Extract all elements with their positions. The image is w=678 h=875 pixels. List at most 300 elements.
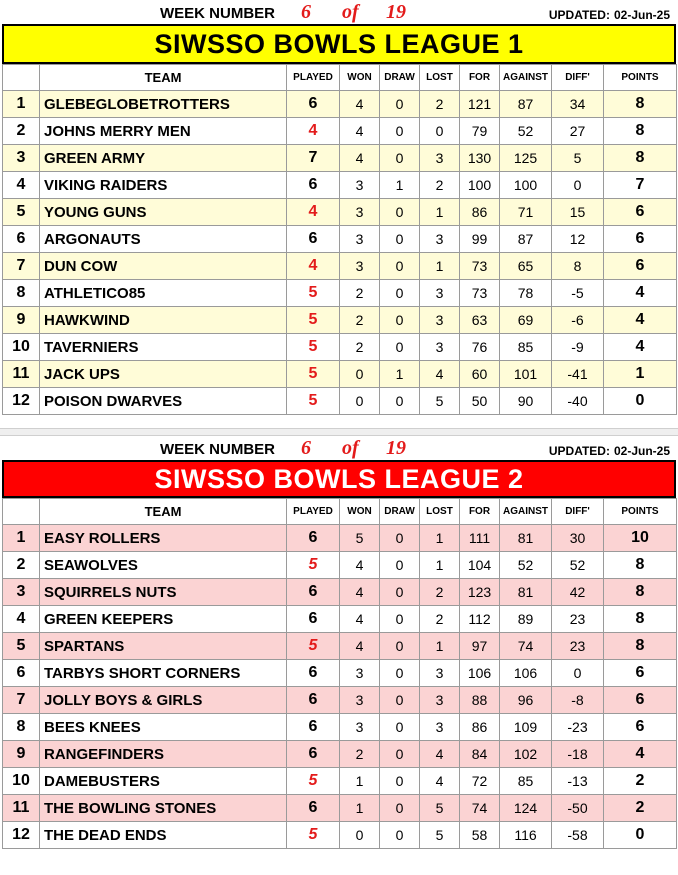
- draw-cell: 0: [380, 145, 420, 172]
- draw-cell: 0: [380, 606, 420, 633]
- team-name-cell: GREEN KEEPERS: [40, 606, 287, 633]
- lost-header: LOST: [420, 499, 460, 525]
- won-cell: 2: [340, 334, 380, 361]
- team-name-cell: JACK UPS: [40, 361, 287, 388]
- lost-cell: 3: [420, 687, 460, 714]
- points-cell: 4: [604, 307, 677, 334]
- table-row: [3, 307, 677, 334]
- diff-cell: 23: [552, 606, 604, 633]
- table-row: [3, 253, 677, 280]
- table-row: [3, 525, 677, 552]
- diff-cell: -41: [552, 361, 604, 388]
- week-number-label: WEEK NUMBER: [160, 5, 275, 22]
- played-cell: 6: [287, 687, 340, 714]
- won-header: WON: [340, 499, 380, 525]
- won-cell: 0: [340, 388, 380, 415]
- for-cell: 76: [460, 334, 500, 361]
- played-cell: 4: [287, 253, 340, 280]
- position-cell: 4: [3, 606, 40, 633]
- against-cell: 101: [500, 361, 552, 388]
- draw-cell: 0: [380, 660, 420, 687]
- week-bar: [0, 436, 678, 460]
- played-cell: 5: [287, 334, 340, 361]
- position-cell: 5: [3, 633, 40, 660]
- for-cell: 111: [460, 525, 500, 552]
- team-header: TEAM: [40, 499, 287, 525]
- won-cell: 0: [340, 361, 380, 388]
- team-name-cell: THE DEAD ENDS: [40, 822, 287, 849]
- position-cell: 7: [3, 253, 40, 280]
- won-cell: 2: [340, 280, 380, 307]
- position-cell: 6: [3, 226, 40, 253]
- lost-cell: 3: [420, 226, 460, 253]
- played-cell: 6: [287, 714, 340, 741]
- won-cell: 2: [340, 307, 380, 334]
- won-cell: 4: [340, 91, 380, 118]
- against-cell: 81: [500, 525, 552, 552]
- table-row: [3, 579, 677, 606]
- diff-cell: 27: [552, 118, 604, 145]
- points-cell: 6: [604, 226, 677, 253]
- for-header: FOR: [460, 65, 500, 91]
- points-cell: 8: [604, 579, 677, 606]
- played-header: PLAYED: [287, 65, 340, 91]
- points-cell: 10: [604, 525, 677, 552]
- position-cell: 9: [3, 741, 40, 768]
- team-name-cell: POISON DWARVES: [40, 388, 287, 415]
- won-cell: 4: [340, 552, 380, 579]
- team-name-cell: TARBYS SHORT CORNERS: [40, 660, 287, 687]
- for-cell: 86: [460, 714, 500, 741]
- table-row: [3, 660, 677, 687]
- draw-cell: 0: [380, 118, 420, 145]
- diff-cell: 12: [552, 226, 604, 253]
- diff-cell: 5: [552, 145, 604, 172]
- draw-cell: 0: [380, 253, 420, 280]
- league-rows: [3, 525, 677, 849]
- played-cell: 5: [287, 822, 340, 849]
- for-cell: 84: [460, 741, 500, 768]
- points-cell: 0: [604, 822, 677, 849]
- position-cell: 6: [3, 660, 40, 687]
- for-cell: 73: [460, 280, 500, 307]
- points-cell: 6: [604, 199, 677, 226]
- points-cell: 8: [604, 633, 677, 660]
- for-cell: 104: [460, 552, 500, 579]
- points-cell: 8: [604, 145, 677, 172]
- against-cell: 74: [500, 633, 552, 660]
- won-cell: 1: [340, 768, 380, 795]
- won-cell: 3: [340, 226, 380, 253]
- team-name-cell: DUN COW: [40, 253, 287, 280]
- diff-cell: -9: [552, 334, 604, 361]
- diff-cell: 15: [552, 199, 604, 226]
- won-cell: 3: [340, 714, 380, 741]
- diff-cell: -18: [552, 741, 604, 768]
- lost-header: LOST: [420, 65, 460, 91]
- diff-cell: 23: [552, 633, 604, 660]
- for-cell: 72: [460, 768, 500, 795]
- lost-cell: 3: [420, 280, 460, 307]
- points-cell: 2: [604, 768, 677, 795]
- lost-cell: 5: [420, 822, 460, 849]
- team-name-cell: BEES KNEES: [40, 714, 287, 741]
- week-current: 6: [301, 1, 311, 23]
- draw-cell: 0: [380, 579, 420, 606]
- diff-cell: -40: [552, 388, 604, 415]
- table-row: [3, 768, 677, 795]
- played-cell: 5: [287, 552, 340, 579]
- won-cell: 3: [340, 687, 380, 714]
- league-rows: [3, 91, 677, 415]
- draw-cell: 0: [380, 307, 420, 334]
- updated-text: [549, 444, 670, 458]
- for-cell: 50: [460, 388, 500, 415]
- position-cell: 4: [3, 172, 40, 199]
- draw-header: DRAW: [380, 65, 420, 91]
- won-cell: 4: [340, 118, 380, 145]
- won-cell: 1: [340, 795, 380, 822]
- lost-cell: 1: [420, 633, 460, 660]
- league-title: SIWSSO BOWLS LEAGUE 1: [2, 24, 676, 64]
- diff-cell: 0: [552, 172, 604, 199]
- team-name-cell: ARGONAUTS: [40, 226, 287, 253]
- team-name-cell: DAMEBUSTERS: [40, 768, 287, 795]
- table-row: [3, 280, 677, 307]
- draw-cell: 0: [380, 280, 420, 307]
- against-cell: 78: [500, 280, 552, 307]
- position-cell: 12: [3, 388, 40, 415]
- team-name-cell: GREEN ARMY: [40, 145, 287, 172]
- for-cell: 130: [460, 145, 500, 172]
- for-cell: 79: [460, 118, 500, 145]
- won-cell: 2: [340, 741, 380, 768]
- table-row: [3, 334, 677, 361]
- won-cell: 4: [340, 633, 380, 660]
- table-row: [3, 361, 677, 388]
- draw-cell: 0: [380, 687, 420, 714]
- table-row: [3, 91, 677, 118]
- diff-cell: -8: [552, 687, 604, 714]
- won-cell: 4: [340, 579, 380, 606]
- points-cell: 6: [604, 714, 677, 741]
- team-name-cell: SPARTANS: [40, 633, 287, 660]
- against-cell: 125: [500, 145, 552, 172]
- week-bar: [0, 0, 678, 24]
- against-cell: 81: [500, 579, 552, 606]
- lost-cell: 3: [420, 307, 460, 334]
- for-cell: 100: [460, 172, 500, 199]
- lost-cell: 2: [420, 172, 460, 199]
- against-cell: 85: [500, 768, 552, 795]
- diff-cell: -6: [552, 307, 604, 334]
- against-cell: 65: [500, 253, 552, 280]
- against-cell: 87: [500, 91, 552, 118]
- diff-cell: 30: [552, 525, 604, 552]
- table-row: [3, 145, 677, 172]
- team-name-cell: SEAWOLVES: [40, 552, 287, 579]
- pos-header: [3, 65, 40, 91]
- diff-header: DIFF': [552, 499, 604, 525]
- updated-text: [549, 8, 670, 22]
- position-cell: 1: [3, 91, 40, 118]
- table-row: [3, 687, 677, 714]
- draw-cell: 0: [380, 795, 420, 822]
- played-cell: 5: [287, 768, 340, 795]
- lost-cell: 3: [420, 660, 460, 687]
- for-cell: 73: [460, 253, 500, 280]
- diff-cell: 52: [552, 552, 604, 579]
- position-cell: 5: [3, 199, 40, 226]
- draw-cell: 0: [380, 633, 420, 660]
- diff-cell: 0: [552, 660, 604, 687]
- diff-cell: -5: [552, 280, 604, 307]
- draw-cell: 1: [380, 361, 420, 388]
- table-row: [3, 795, 677, 822]
- played-cell: 6: [287, 525, 340, 552]
- position-cell: 3: [3, 145, 40, 172]
- points-cell: 1: [604, 361, 677, 388]
- position-cell: 8: [3, 714, 40, 741]
- played-cell: 6: [287, 795, 340, 822]
- pos-header: [3, 499, 40, 525]
- played-cell: 4: [287, 118, 340, 145]
- position-cell: 8: [3, 280, 40, 307]
- for-cell: 63: [460, 307, 500, 334]
- points-cell: 6: [604, 687, 677, 714]
- draw-cell: 0: [380, 741, 420, 768]
- lost-cell: 5: [420, 795, 460, 822]
- against-cell: 89: [500, 606, 552, 633]
- against-cell: 102: [500, 741, 552, 768]
- team-name-cell: EASY ROLLERS: [40, 525, 287, 552]
- diff-cell: -13: [552, 768, 604, 795]
- lost-cell: 1: [420, 525, 460, 552]
- position-cell: 2: [3, 552, 40, 579]
- points-cell: 4: [604, 280, 677, 307]
- won-cell: 4: [340, 606, 380, 633]
- played-cell: 6: [287, 741, 340, 768]
- table-row: [3, 226, 677, 253]
- position-cell: 12: [3, 822, 40, 849]
- team-header: TEAM: [40, 65, 287, 91]
- points-cell: 8: [604, 91, 677, 118]
- won-cell: 3: [340, 172, 380, 199]
- team-name-cell: JOLLY BOYS & GIRLS: [40, 687, 287, 714]
- position-cell: 1: [3, 525, 40, 552]
- draw-cell: 0: [380, 552, 420, 579]
- week-of: of: [342, 1, 359, 23]
- played-cell: 4: [287, 199, 340, 226]
- won-cell: 0: [340, 822, 380, 849]
- played-header: PLAYED: [287, 499, 340, 525]
- against-header: AGAINST: [500, 499, 552, 525]
- draw-cell: 0: [380, 525, 420, 552]
- position-cell: 11: [3, 795, 40, 822]
- league-2-section: [0, 436, 678, 849]
- points-cell: 6: [604, 253, 677, 280]
- week-total: 19: [386, 437, 406, 459]
- points-cell: 8: [604, 606, 677, 633]
- draw-cell: 0: [380, 199, 420, 226]
- played-cell: 5: [287, 307, 340, 334]
- draw-cell: 0: [380, 768, 420, 795]
- table-row: [3, 741, 677, 768]
- league-title: SIWSSO BOWLS LEAGUE 2: [2, 460, 676, 498]
- team-name-cell: THE BOWLING STONES: [40, 795, 287, 822]
- lost-cell: 1: [420, 199, 460, 226]
- played-cell: 5: [287, 280, 340, 307]
- position-cell: 11: [3, 361, 40, 388]
- played-cell: 7: [287, 145, 340, 172]
- table-row: [3, 633, 677, 660]
- points-cell: 4: [604, 741, 677, 768]
- won-cell: 3: [340, 199, 380, 226]
- for-cell: 88: [460, 687, 500, 714]
- won-cell: 5: [340, 525, 380, 552]
- for-cell: 123: [460, 579, 500, 606]
- lost-cell: 5: [420, 388, 460, 415]
- for-cell: 112: [460, 606, 500, 633]
- against-cell: 52: [500, 118, 552, 145]
- lost-cell: 4: [420, 768, 460, 795]
- points-cell: 6: [604, 660, 677, 687]
- played-cell: 6: [287, 660, 340, 687]
- points-cell: 8: [604, 552, 677, 579]
- team-name-cell: YOUNG GUNS: [40, 199, 287, 226]
- points-cell: 8: [604, 118, 677, 145]
- for-header: FOR: [460, 499, 500, 525]
- updated-label: UPDATED:: [548, 8, 610, 22]
- won-cell: 3: [340, 253, 380, 280]
- draw-cell: 1: [380, 172, 420, 199]
- lost-cell: 2: [420, 91, 460, 118]
- against-header: AGAINST: [500, 65, 552, 91]
- table-row: [3, 822, 677, 849]
- week-current: 6: [301, 437, 311, 459]
- position-cell: 10: [3, 768, 40, 795]
- diff-cell: 42: [552, 579, 604, 606]
- for-cell: 106: [460, 660, 500, 687]
- for-cell: 58: [460, 822, 500, 849]
- team-name-cell: RANGEFINDERS: [40, 741, 287, 768]
- position-cell: 7: [3, 687, 40, 714]
- updated-date: 02-Jun-25: [613, 8, 670, 22]
- lost-cell: 3: [420, 145, 460, 172]
- played-cell: 6: [287, 172, 340, 199]
- points-cell: 2: [604, 795, 677, 822]
- header-row: [3, 65, 677, 91]
- week-number-label: WEEK NUMBER: [160, 441, 275, 458]
- played-cell: 6: [287, 606, 340, 633]
- diff-cell: -23: [552, 714, 604, 741]
- position-cell: 9: [3, 307, 40, 334]
- week-of: of: [342, 437, 359, 459]
- table-row: [3, 118, 677, 145]
- against-cell: 116: [500, 822, 552, 849]
- diff-cell: -50: [552, 795, 604, 822]
- played-cell: 5: [287, 633, 340, 660]
- team-name-cell: ATHLETICO85: [40, 280, 287, 307]
- for-cell: 74: [460, 795, 500, 822]
- for-cell: 60: [460, 361, 500, 388]
- draw-cell: 0: [380, 226, 420, 253]
- table-row: [3, 606, 677, 633]
- against-cell: 124: [500, 795, 552, 822]
- draw-header: DRAW: [380, 499, 420, 525]
- points-header: POINTS: [604, 65, 677, 91]
- won-cell: 4: [340, 145, 380, 172]
- lost-cell: 2: [420, 579, 460, 606]
- against-cell: 109: [500, 714, 552, 741]
- league-table: [2, 64, 677, 415]
- lost-cell: 3: [420, 714, 460, 741]
- diff-cell: 34: [552, 91, 604, 118]
- points-cell: 7: [604, 172, 677, 199]
- played-cell: 6: [287, 226, 340, 253]
- draw-cell: 0: [380, 714, 420, 741]
- week-total: 19: [386, 1, 406, 23]
- against-cell: 90: [500, 388, 552, 415]
- against-cell: 52: [500, 552, 552, 579]
- for-cell: 99: [460, 226, 500, 253]
- lost-cell: 0: [420, 118, 460, 145]
- table-row: [3, 172, 677, 199]
- league-1-section: [0, 0, 678, 415]
- lost-cell: 1: [420, 253, 460, 280]
- against-cell: 87: [500, 226, 552, 253]
- draw-cell: 0: [380, 91, 420, 118]
- points-header: POINTS: [604, 499, 677, 525]
- team-name-cell: HAWKWIND: [40, 307, 287, 334]
- table-row: [3, 552, 677, 579]
- for-cell: 86: [460, 199, 500, 226]
- league-table: [2, 498, 677, 849]
- played-cell: 6: [287, 579, 340, 606]
- won-cell: 3: [340, 660, 380, 687]
- header-row: [3, 499, 677, 525]
- draw-cell: 0: [380, 388, 420, 415]
- team-name-cell: GLEBEGLOBETROTTERS: [40, 91, 287, 118]
- points-cell: 0: [604, 388, 677, 415]
- played-cell: 5: [287, 388, 340, 415]
- table-row: [3, 199, 677, 226]
- for-cell: 97: [460, 633, 500, 660]
- position-cell: 2: [3, 118, 40, 145]
- won-header: WON: [340, 65, 380, 91]
- lost-cell: 3: [420, 334, 460, 361]
- team-name-cell: SQUIRRELS NUTS: [40, 579, 287, 606]
- table-row: [3, 388, 677, 415]
- against-cell: 106: [500, 660, 552, 687]
- updated-label: UPDATED:: [548, 444, 610, 458]
- against-cell: 96: [500, 687, 552, 714]
- against-cell: 71: [500, 199, 552, 226]
- played-cell: 6: [287, 91, 340, 118]
- against-cell: 85: [500, 334, 552, 361]
- played-cell: 5: [287, 361, 340, 388]
- diff-cell: 8: [552, 253, 604, 280]
- points-cell: 4: [604, 334, 677, 361]
- lost-cell: 2: [420, 606, 460, 633]
- lost-cell: 1: [420, 552, 460, 579]
- draw-cell: 0: [380, 822, 420, 849]
- position-cell: 3: [3, 579, 40, 606]
- team-name-cell: TAVERNIERS: [40, 334, 287, 361]
- draw-cell: 0: [380, 334, 420, 361]
- lost-cell: 4: [420, 361, 460, 388]
- table-row: [3, 714, 677, 741]
